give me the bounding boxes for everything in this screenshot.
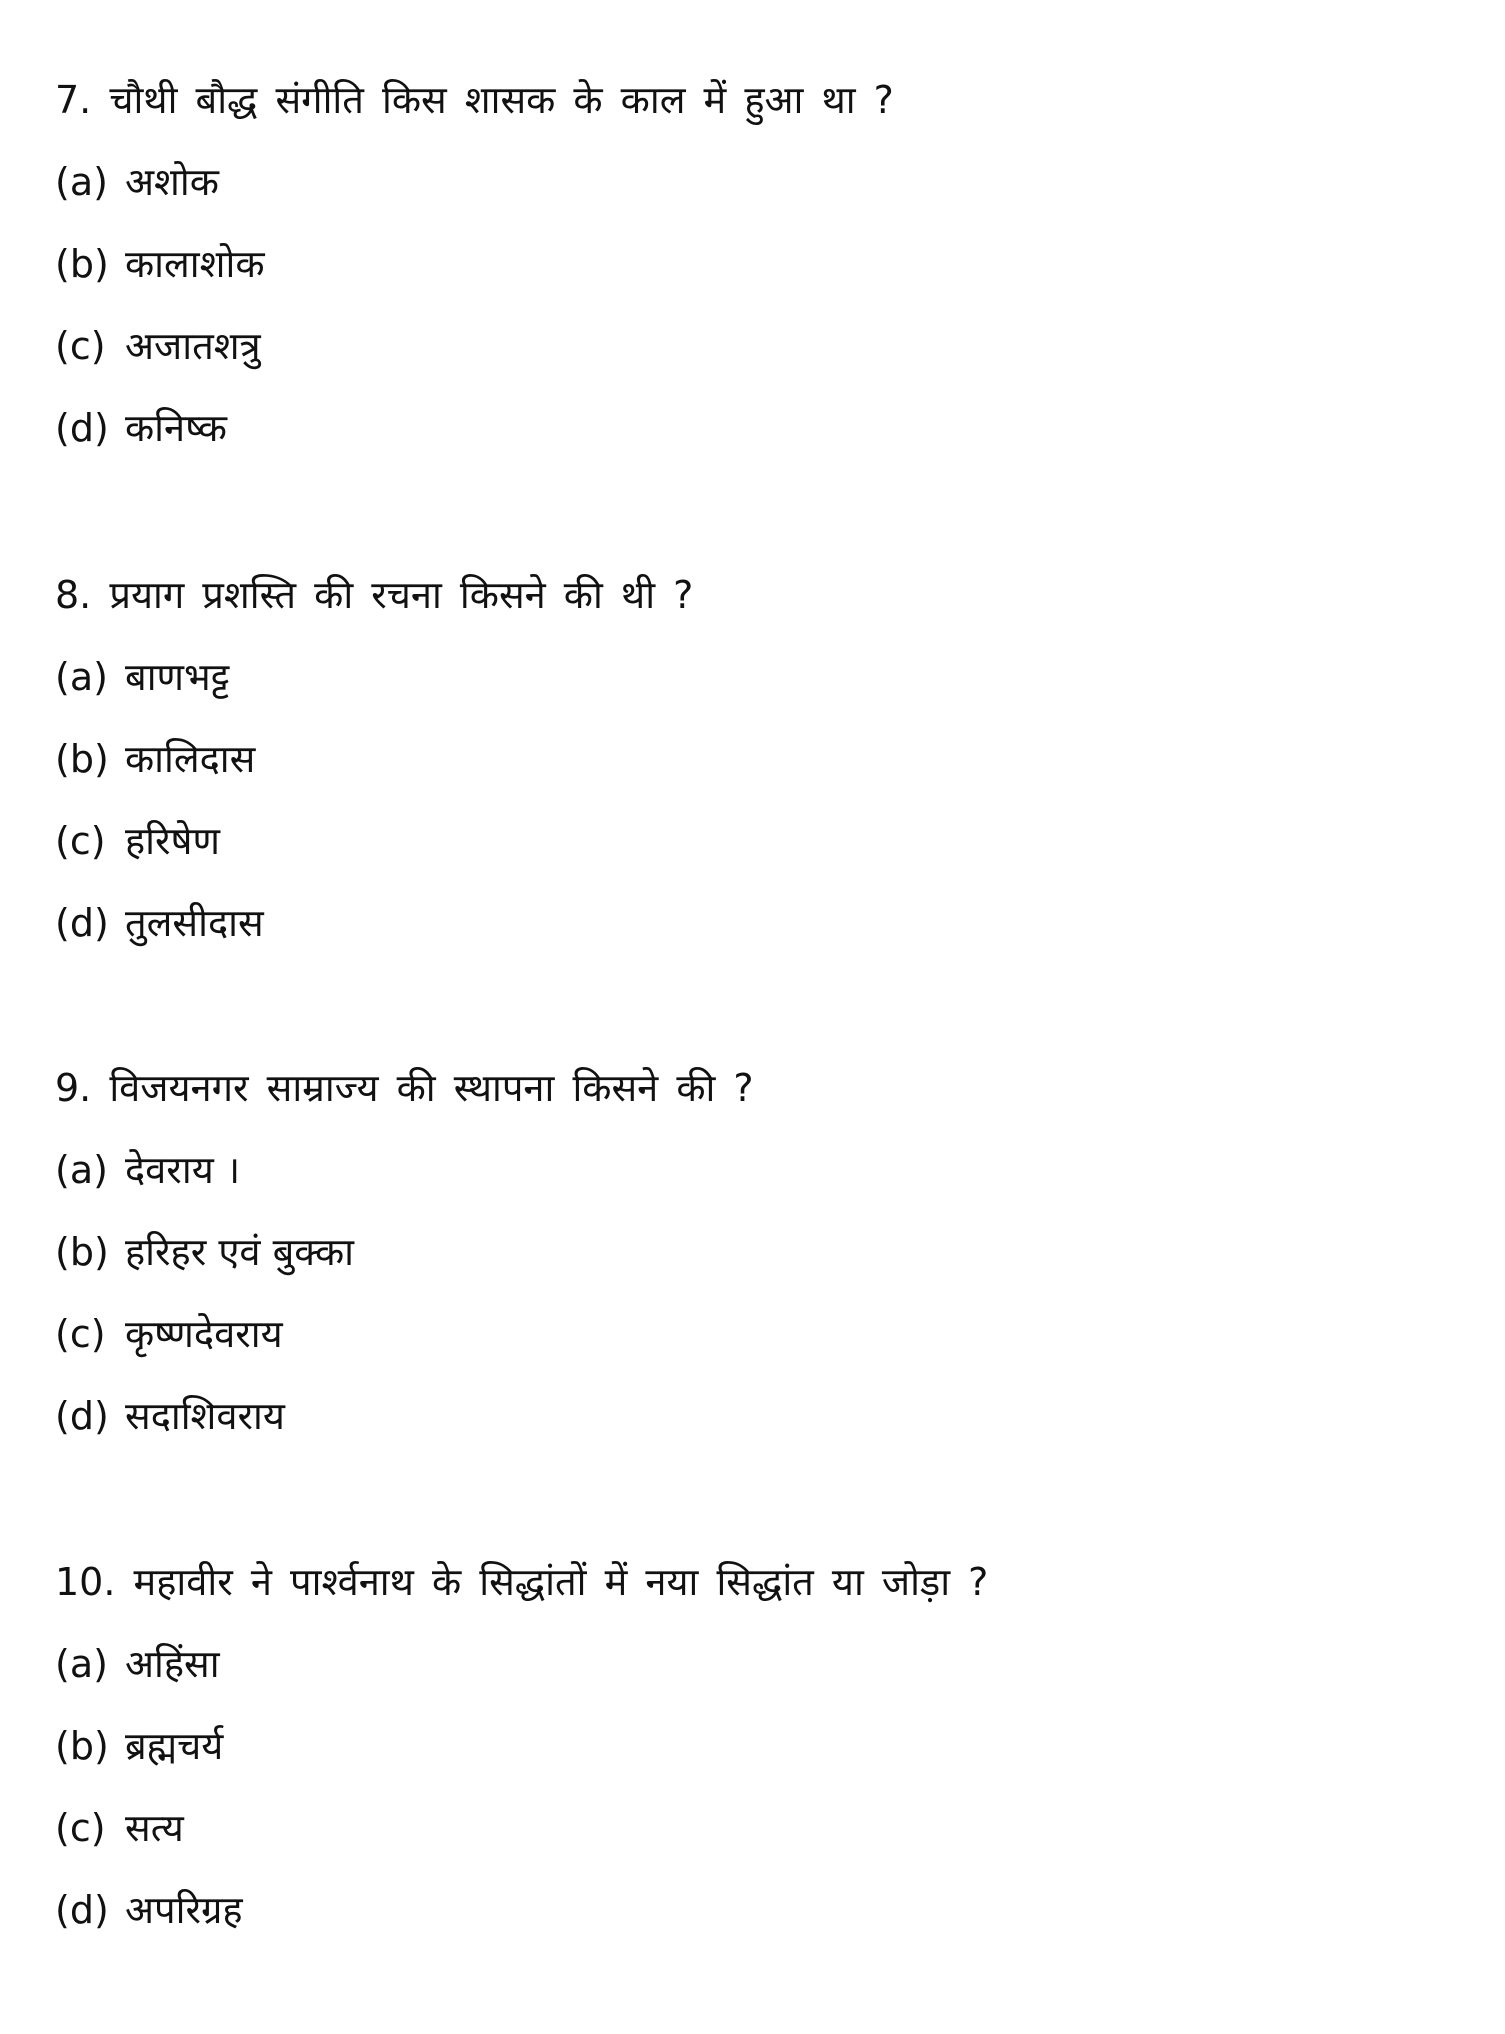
option-text: तुलसीदास	[125, 901, 264, 945]
option-text: हरिहर एवं बुक्का	[125, 1230, 355, 1274]
option-label: (a)	[55, 160, 108, 204]
option-text: हरिषेण	[125, 819, 221, 863]
option-label: (d)	[55, 1888, 109, 1932]
option-c	[55, 316, 1455, 376]
option-label: (d)	[55, 406, 109, 450]
option-label: (b)	[55, 1724, 109, 1768]
question-text: 8. प्रयाग प्रशस्ति की रचना किसने की थी ?	[55, 573, 694, 617]
option-label: (c)	[55, 324, 106, 368]
option-text: सदाशिवराय	[125, 1394, 285, 1438]
question-text: 10. महावीर ने पार्श्वनाथ के सिद्धांतों में नया सिद्धांत या जोड़ा ?	[55, 1560, 989, 1604]
question-8	[55, 565, 1455, 975]
question-text: 9. विजयनगर साम्राज्य की स्थापना किसने की ?	[55, 1066, 754, 1110]
option-text: अहिंसा	[125, 1642, 220, 1686]
option-label: (d)	[55, 1394, 109, 1438]
option-d	[55, 398, 1455, 458]
question-7	[55, 70, 1455, 480]
option-label: (b)	[55, 242, 109, 286]
option-text: अजातशत्रु	[125, 324, 261, 368]
option-label: (c)	[55, 819, 106, 863]
option-label: (a)	[55, 1642, 108, 1686]
option-d	[55, 893, 1455, 953]
option-label: (a)	[55, 655, 108, 699]
option-label: (b)	[55, 737, 109, 781]
option-b	[55, 729, 1455, 789]
question-9	[55, 1058, 1455, 1468]
option-b	[55, 234, 1455, 294]
option-text: कनिष्क	[125, 406, 227, 450]
option-text: कालाशोक	[125, 242, 265, 286]
option-text: कालिदास	[125, 737, 256, 781]
option-text: कृष्णदेवराय	[125, 1312, 283, 1356]
option-label: (d)	[55, 901, 109, 945]
question-text: 7. चौथी बौद्ध संगीति किस शासक के काल में हुआ था ?	[55, 78, 894, 122]
option-text: बाणभट्ट	[125, 655, 230, 699]
option-a	[55, 1634, 1455, 1694]
option-text: अशोक	[125, 160, 219, 204]
option-a	[55, 647, 1455, 707]
options-list	[55, 1140, 1455, 1446]
option-c	[55, 811, 1455, 871]
option-c	[55, 1304, 1455, 1364]
question-10	[55, 1552, 1455, 1962]
option-a	[55, 1140, 1455, 1200]
option-b	[55, 1716, 1455, 1776]
option-d	[55, 1880, 1455, 1940]
options-list	[55, 152, 1455, 458]
option-text: अपरिग्रह	[125, 1888, 243, 1932]
option-label: (b)	[55, 1230, 109, 1274]
option-text: ब्रह्मचर्य	[125, 1724, 224, 1768]
option-c	[55, 1798, 1455, 1858]
options-list	[55, 647, 1455, 953]
option-d	[55, 1386, 1455, 1446]
option-a	[55, 152, 1455, 212]
option-text: सत्य	[125, 1806, 184, 1850]
options-list	[55, 1634, 1455, 1940]
option-b	[55, 1222, 1455, 1282]
option-label: (c)	[55, 1806, 106, 1850]
option-label: (c)	[55, 1312, 106, 1356]
option-label: (a)	[55, 1148, 108, 1192]
option-text: देवराय ।	[125, 1148, 241, 1192]
